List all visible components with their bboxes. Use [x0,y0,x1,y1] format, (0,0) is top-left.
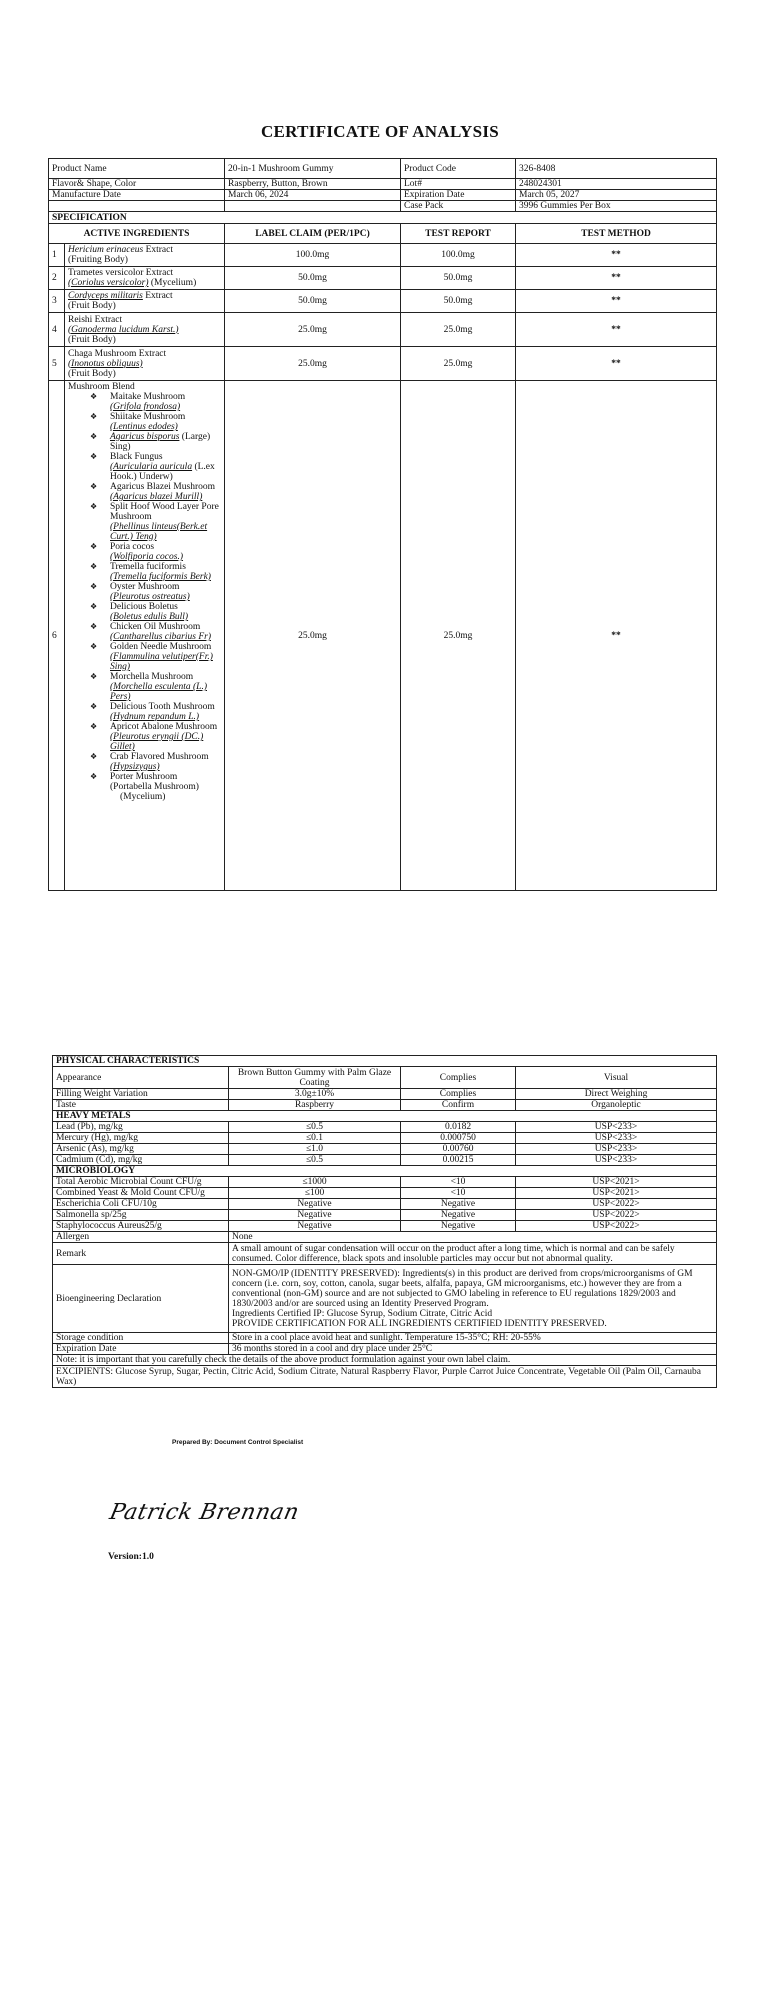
allergen-value: None [229,1232,717,1243]
lot-label: Lot# [401,179,516,190]
exp-label: Expiration Date [401,190,516,201]
table-row: Appearance Brown Button Gummy with Palm Glaze Coating Complies Visual [53,1067,717,1089]
product-name-value: 20-in-1 Mushroom Gummy [225,159,401,179]
diamond-bullet-icon: ❖ [90,542,98,551]
blend-item: ❖ Maitake Mushroom (Grifola frondosa) [90,392,186,412]
diamond-bullet-icon: ❖ [90,752,98,761]
product-code-value: 326-8408 [516,159,717,179]
col-test-method: TEST METHOD [516,224,717,244]
spec-table [48,158,717,891]
blend-item: ❖ Oyster Mushroom (Pleurotus ostreatus) [90,582,190,602]
prepared-by: Prepared By: Document Control Specialist [172,1439,304,1446]
signature: Patrick Brennan [107,1500,302,1525]
expiry-label: Expiration Date [53,1344,229,1355]
blend-list [68,392,221,802]
section-heading: PHYSICAL CHARACTERISTICS [53,1056,717,1067]
table-row: Combined Yeast & Mold Count CFU/g ≤100 <10 USP<2021> [53,1188,717,1199]
flavor-value: Raspberry, Button, Brown [225,179,401,190]
diamond-bullet-icon: ❖ [90,702,98,711]
allergen-label: Allergen [53,1232,229,1243]
col-test-report: TEST REPORT [401,224,516,244]
table-row: Cadmium (Cd), mg/kg ≤0.5 0.00215 USP<233> [53,1155,717,1166]
flavor-label: Flavor& Shape, Color [49,179,225,190]
diamond-bullet-icon: ❖ [90,772,98,781]
diamond-bullet-icon: ❖ [90,642,98,651]
diamond-bullet-icon: ❖ [90,722,98,731]
table-row: Salmonella sp/25g Negative Negative USP<2022> [53,1210,717,1221]
table-row: Staphylococcus Aureus25/g Negative Negative USP<2022> [53,1221,717,1232]
mfg-label: Manufacture Date [49,190,225,201]
ingredient-row: 4 Reishi Extract (Ganoderma lucidum Karst.) (Fruit Body) 25.0mg 25.0mg ** [49,313,717,347]
bio-label: Bioengineering Declaration [53,1265,229,1333]
diamond-bullet-icon: ❖ [90,412,98,421]
specification-heading: SPECIFICATION [49,212,717,224]
blend-item: ❖ Shiitake Mushroom (Lentinus edodes) [90,412,186,432]
note: Note: it is important that you carefully check the details of the above product formulation against your own label claim. [53,1355,717,1366]
blend-item: ❖ Apricot Abalone Mushroom (Pleurotus eryngii (DC.) Gillet) [90,722,218,752]
blend-item: ❖ Crab Flavored Mushroom (Hypsizygus) [90,752,209,772]
ingredient-row: 3 Cordyceps militaris Extract (Fruit Body) 50.0mg 50.0mg ** [49,290,717,313]
blend-item: ❖ Tremella fuciformis (Tremella fuciformis Berk) [90,562,211,582]
table-row: Filling Weight Variation 3.0g±10% Complies Direct Weighing [53,1089,717,1100]
table-row: Lead (Pb), mg/kg ≤0.5 0.0182 USP<233> [53,1122,717,1133]
table-row: Arsenic (As), mg/kg ≤1.0 0.00760 USP<233> [53,1144,717,1155]
storage-value: Store in a cool place avoid heat and sunlight. Temperature 15-35°C; RH: 20-55% [229,1333,717,1344]
diamond-bullet-icon: ❖ [90,432,98,441]
blend-item: ❖ Agaricus bisporus (Large) Sing) [90,432,211,452]
col-active-ingredients: ACTIVE INGREDIENTS [49,224,225,244]
diamond-bullet-icon: ❖ [90,502,98,511]
product-code-label: Product Code [401,159,516,179]
case-value: 3996 Gummies Per Box [516,201,717,212]
excipients: EXCIPIENTS: Glucose Syrup, Sugar, Pectin, Citric Acid, Sodium Citrate, Natural Raspberry Flavor, Purple Carrot Juice Concentrate, Vegetable Oil (Palm Oil, Carnauba Wax) [53,1366,717,1388]
table-row: Escherichia Coli CFU/10g Negative Negative USP<2022> [53,1199,717,1210]
diamond-bullet-icon: ❖ [90,482,98,491]
characteristics-table [52,1055,717,1388]
diamond-bullet-icon: ❖ [90,582,98,591]
document-title: CERTIFICATE OF ANALYSIS [260,122,500,141]
table-row: Mercury (Hg), mg/kg ≤0.1 0.000750 USP<233> [53,1133,717,1144]
exp-value: March 05, 2027 [516,190,717,201]
section-heading: HEAVY METALS [53,1111,717,1122]
table-row: Total Aerobic Microbial Count CFU/g ≤1000 <10 USP<2021> [53,1177,717,1188]
blend-item: ❖ Split Hoof Wood Layer Pore Mushroom (Phellinus linteus(Berk.et Curt.) Teng) [90,502,219,542]
blend-item: ❖ Chicken Oil Mushroom (Cantharellus cibarius Fr) [90,622,211,642]
remark-value: A small amount of sugar condensation will occur on the product after a long time, which is normal and can be safely consumed. Color difference, black spots and insoluble particles may occur but not abnormal quality. [229,1243,717,1265]
blend-item: ❖ Delicious Tooth Mushroom (Hydnum repandum L.) [90,702,215,722]
blend-item: ❖ Agaricus Blazei Mushroom (Agaricus blazei Murill) [90,482,216,502]
blend-item: ❖ Morchella Mushroom (Morchella esculenta (L.) Pers) [90,672,207,702]
col-label-claim: LABEL CLAIM (PER/1PC) [225,224,401,244]
diamond-bullet-icon: ❖ [90,672,98,681]
diamond-bullet-icon: ❖ [90,452,98,461]
section-heading: MICROBIOLOGY [53,1166,717,1177]
remark-label: Remark [53,1243,229,1265]
blend-item: ❖ Poria cocos (Wolfiporia cocos.) [90,542,184,562]
mushroom-blend-row: 6 Mushroom Blend ❖ Maitake Mushroom (Grifola frondosa) ❖ Shiitake Mushroom (Lentinus edodes) ❖ Agaricus bisporus (Large) Sing) ❖ Black Fungus (Auricularia auricula (L.ex Hook.) Underw) ❖ Agaricus Blazei Mushroom (Agaricus blazei Murill) ❖ Split Hoof Wood Layer Pore Mushroom (Phellinus linteus(Berk.et Curt.) Teng) ❖ Poria cocos (Wolfiporia cocos.) ❖ Tremella fuciformis (Tremella fuciformis Berk) ❖ Oyster Mushroom (Pleurotus ostreatus) ❖ Delicious Boletus (Boletus edulis Bull) ❖ Chicken Oil Mushroom (Cantharellus cibarius Fr) ❖ Golden Needle Mushroom (Flammulina velutiper(Fr.) Sing) ❖ Morchella Mushroom (Morchella esculenta (L.) Pers) ❖ Delicious Tooth Mushroom (Hydnum repandum L.) ❖ Apricot Abalone Mushroom (Pleurotus eryngii (DC.) Gillet) ❖ Crab Flavored Mushroom (Hypsizygus) ❖ Porter Mushroom (Portabella Mushroom) (Mycelium) 25.0mg 25.0mg ** [49,381,717,891]
blend-item: ❖ Delicious Boletus (Boletus edulis Bull) [90,602,189,622]
bio-value: NON-GMO/IP (IDENTITY PRESERVED): Ingredients(s) in this product are derived from crops/microorganisms of GM concern (i.e. corn, soy, cotton, canola, sugar beets, alfalfa, papaya, GM microorganisms, etc.) however they are from a conventional (non-GM) source and are not subjected to GMO labeling in reference to EU regulations 1829/2003 and 1830/2003 and/or are sourced using an Identity Preserved Program. Ingredients Certified IP: Glucose Syrup, Sodium Citrate, Citric Acid PROVIDE CERTIFICATION FOR ALL INGREDIENTS CERTIFIED IDENTITY PRESERVED. [229,1265,717,1333]
blend-item: ❖ Porter Mushroom (Portabella Mushroom) (Mycelium) [90,772,199,802]
ingredient-row: 5 Chaga Mushroom Extract (Inonotus obliquus) (Fruit Body) 25.0mg 25.0mg ** [49,347,717,381]
ingredient-row: 1 Hericium erinaceus Extract (Fruiting Body) 100.0mg 100.0mg ** [49,244,717,267]
blend-item: ❖ Golden Needle Mushroom (Flammulina velutiper(Fr.) Sing) [90,642,213,672]
product-name-label: Product Name [49,159,225,179]
ingredient-row: 2 Trametes versicolor Extract (Coriolus versicolor) (Mycelium) 50.0mg 50.0mg ** [49,267,717,290]
blend-title: Mushroom Blend [68,382,135,392]
mfg-value: March 06, 2024 [225,190,401,201]
diamond-bullet-icon: ❖ [90,602,98,611]
diamond-bullet-icon: ❖ [90,392,98,401]
lot-value: 248024301 [516,179,717,190]
blend-item: ❖ Black Fungus (Auricularia auricula (L.ex Hook.) Underw) [90,452,215,482]
diamond-bullet-icon: ❖ [90,562,98,571]
case-label: Case Pack [401,201,516,212]
storage-label: Storage condition [53,1333,229,1344]
diamond-bullet-icon: ❖ [90,622,98,631]
expiry-value: 36 months stored in a cool and dry place under 25°C [229,1344,717,1355]
version: Version:1.0 [108,1552,154,1562]
table-row: Taste Raspberry Confirm Organoleptic [53,1100,717,1111]
